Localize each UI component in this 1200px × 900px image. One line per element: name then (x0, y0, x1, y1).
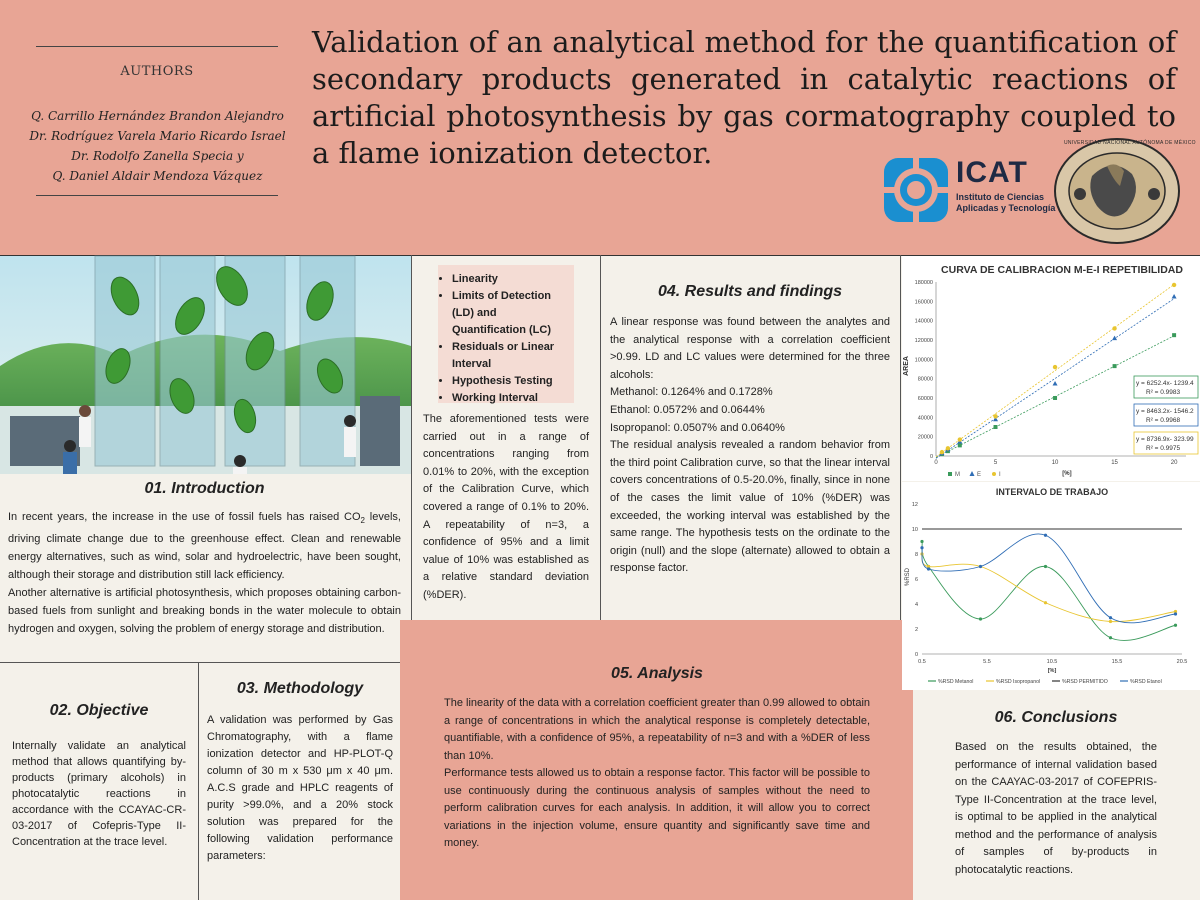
y-tick-label: 8 (914, 552, 918, 558)
intro-illustration (0, 256, 411, 474)
analysis-paragraph-1: The linearity of the data with a correlation coefficient greater than 0.99 allowed to obtain a range of concentrations in which the analytical response is completely detectable, quantifiable, with a confidence of 95%, a repeatability of n=3 and with a %DER of less than 10%. (444, 697, 871, 762)
y-tick-label: 6 (914, 577, 918, 583)
introduction-section (8, 480, 401, 638)
authors-top-rule (36, 46, 278, 47)
y-tick-label: 0 (914, 652, 918, 658)
analysis-body (444, 695, 870, 853)
introduction-paragraph-2: Another alternative is artificial photosynthesis, which proposes obtaining carbon-based fuels from sunlight and breaking bonds in the water molecule to obtain hydrogen and oxygen, solving the problem of energy storage and distribution. (8, 587, 401, 636)
intro-p1-suffix: levels, driving climate change due to the greenhouse effect. Clean and renewable energy alternatives, such as wind, solar and hydroelectric, have been sought, although their storage and distribution still lack efficiency. (8, 511, 401, 582)
parameters-box (438, 265, 574, 403)
x-axis-label: [%] (1047, 668, 1057, 674)
unam-seal-text: UNIVERSIDAD NACIONAL AUTÓNOMA DE MÉXICO (1064, 140, 1196, 146)
x-tick-label: 20.5 (1176, 659, 1188, 665)
results-ethanol: Ethanol: 0.0572% and 0.0644% (610, 403, 765, 416)
divider (600, 255, 601, 620)
divider (198, 662, 199, 900)
y-tick-label: 4 (914, 602, 918, 608)
legend-label: %RSD Etanol (1130, 679, 1162, 685)
data-point (958, 437, 962, 441)
icat-logo (880, 150, 1055, 230)
methodology-text: A validation was performed by Gas Chromatography, with a flame ionization detector and HP-PLOT-Q column of 30 m x 530 μm x 40 μm. A.C.S grade and HPLC reagents of purity >99.0%, and a 20% stock solution was prepared for the following validation performance parameters: (207, 714, 393, 862)
conclusions-section (955, 709, 1157, 879)
legend-label: %RSD PERMITIDO (1062, 679, 1108, 685)
x-tick-label: 20 (1170, 460, 1178, 466)
data-point (1112, 336, 1117, 341)
x-tick-label: 10 (1051, 460, 1059, 466)
x-axis-label: [%] (1062, 471, 1072, 477)
results-methanol: Methanol: 0.1264% and 0.1728% (610, 386, 773, 399)
legend-marker (992, 472, 996, 476)
results-body (610, 314, 890, 578)
series-line (922, 534, 1176, 623)
chart-title: INTERVALO DE TRABAJO (995, 487, 1109, 497)
data-point (927, 567, 930, 570)
divider (0, 662, 400, 663)
data-point (1053, 381, 1058, 386)
objective-section (12, 702, 186, 850)
data-point (1044, 534, 1047, 537)
results-section (610, 283, 890, 578)
y-tick-label: 60000 (917, 396, 933, 402)
icat-emblem-icon (880, 154, 952, 226)
x-tick-label: 0.5 (918, 659, 926, 665)
objective-title: 02. Objective (49, 702, 149, 719)
data-point (1044, 601, 1047, 604)
authors-list (20, 106, 295, 186)
data-point (1053, 396, 1057, 400)
data-point (958, 443, 962, 447)
legend-marker (948, 472, 952, 476)
icat-subtitle-2: Aplicadas y Tecnología (956, 203, 1056, 213)
results-paragraph-1: A linear response was found between the analytes and the analytical response with a correlation coefficient >0.99. LD and LC values were determined for the three alcohols: (610, 316, 890, 381)
divider (411, 255, 412, 620)
data-point (1174, 624, 1177, 627)
data-point (979, 617, 982, 620)
data-point (1109, 620, 1112, 623)
analysis-title: 05. Analysis (611, 665, 703, 682)
trendline-r2: R² = 0.9975 (1146, 445, 1181, 452)
data-point (1174, 612, 1177, 615)
data-point (1112, 326, 1116, 330)
data-point (1053, 365, 1057, 369)
y-tick-label: 180000 (914, 280, 933, 286)
x-tick-label: 15.5 (1111, 659, 1123, 665)
x-tick-label: 5.5 (983, 659, 991, 665)
y-tick-label: 10 (911, 527, 918, 533)
data-point (920, 540, 923, 543)
data-point (1172, 294, 1177, 299)
introduction-body (8, 508, 401, 638)
legend-label: M (955, 472, 960, 478)
data-point (1172, 283, 1176, 287)
results-isopropanol: Isopropanol: 0.0507% and 0.0640% (610, 421, 785, 434)
parameters-text: The aforementioned tests were carried out in a range of concentrations ranging from 0.01% to 20%, with the exception of the Calibration Curve, which covered a range of 0.1% to 20%. A repeatability of n=3, a confidence of 95% and a limit value of 10% was established as a relative standard deviation (%DER). (423, 413, 589, 601)
results-paragraph-2: The residual analysis revealed a random behavior from the third point Calibration curve, so that the linear interval covers concentrations of 0.5-20.0%, finally, since in none of the cases the limit value of 10% (%DER) was exceeded, the working interval was established by the same range. The hypothesis tests on the ordinate to the origin (null) and the slope (alternate) allowed to obtain a response factor. (610, 439, 890, 575)
x-tick-label: 0 (934, 460, 938, 466)
poster-title: Validation of an analytical method for the quantification of secondary products generated in catalytic reactions of artificial photosynthesis by gas cormatography coupled to a flame ionization detector. (312, 25, 1176, 170)
y-tick-label: 40000 (917, 415, 933, 422)
analysis-section (444, 665, 870, 853)
author-3: Dr. Rodolfo Zanella Specia y (71, 149, 244, 163)
conclusions-title: 06. Conclusions (994, 709, 1118, 726)
parameter-item: • Residuals or Linear Interval (452, 339, 570, 373)
parameters-list (442, 271, 570, 407)
author-4: Q. Daniel Aldair Mendoza Vázquez (52, 169, 263, 183)
y-tick-label: 0 (929, 454, 933, 460)
x-tick-label: 5 (993, 460, 998, 466)
data-point (1109, 636, 1112, 639)
data-point (1109, 616, 1112, 619)
y-tick-label: 120000 (914, 338, 933, 344)
chart-ylabel: AREA (903, 356, 910, 376)
unam-seal-icon (1052, 136, 1196, 246)
legend-label: I (999, 472, 1001, 478)
authors-bottom-rule (36, 195, 278, 196)
data-point (946, 446, 950, 450)
intro-p1-subscript: 2 (360, 516, 365, 526)
results-title: 04. Results and findings (657, 283, 843, 300)
trendline-equation: y = 6252.4x- 1239.4 (1136, 380, 1194, 387)
parameter-item: • Hypothesis Testing (452, 373, 570, 390)
conclusions-text: Based on the results obtained, the performance of internal validation based on the CAAYAC-03-2017 of COFEPRIS-Type II-Concentration at the trace level, is optimal to be applied in the analytical method and the performance of analysis of samples of by-products in photocatalytic reactions. (955, 741, 1157, 876)
author-1: Q. Carrillo Hernández Brandon Alejandro (31, 109, 284, 123)
legend-marker (970, 471, 975, 476)
methodology-title: 03. Methodology (236, 680, 364, 697)
series-line (922, 554, 1176, 622)
y-tick-label: 2 (914, 627, 918, 633)
parameter-item: • Limits of Detection (LD) and Quantification (LC) (452, 288, 570, 339)
data-point (1113, 364, 1117, 368)
data-point (993, 414, 997, 418)
y-tick-label: 140000 (914, 318, 933, 325)
legend-label: E (977, 472, 982, 478)
introduction-paragraph-1 (8, 508, 401, 584)
author-2: Dr. Rodríguez Varela Mario Ricardo Israel (29, 129, 286, 143)
data-point (994, 425, 998, 429)
data-point (920, 546, 923, 549)
working-interval-chart (902, 482, 1200, 690)
legend-label: %RSD Isopropanol (996, 679, 1041, 685)
authors-heading: AUTHORS (120, 64, 194, 79)
x-tick-label: 10.5 (1046, 659, 1058, 665)
y-tick-label: 80000 (917, 376, 933, 383)
icat-wordmark: ICAT (956, 156, 1028, 189)
trendline-equation: y = 8736.9x- 323.99 (1136, 436, 1194, 443)
parameter-item: • Working Interval (452, 390, 570, 407)
trendline-r2: R² = 0.9983 (1146, 389, 1181, 396)
objective-text: Internally validate an analytical method that allows quantifying by-products (primary alcohols) in photocatalytic reactions in accordance with the CCAYAC-CR-03-2017 of Cofepris-Type II-Concentration at the trace level. (12, 740, 186, 848)
y-tick-label: 160000 (914, 299, 933, 306)
introduction-title: 01. Introduction (144, 480, 265, 497)
x-tick-label: 15 (1111, 460, 1118, 466)
trend-line (936, 284, 1174, 456)
chart-title: CURVA DE CALIBRACION M-E-I REPETIBILIDAD (941, 264, 1183, 276)
y-tick-label: 12 (911, 502, 918, 508)
series-line (922, 542, 1176, 641)
legend-label: %RSD Metanol (938, 679, 974, 685)
methodology-section (207, 680, 393, 865)
data-point (979, 565, 982, 568)
parameter-item: • Linearity (452, 271, 570, 288)
icat-subtitle-1: Instituto de Ciencias (956, 192, 1045, 202)
data-point (1172, 333, 1176, 337)
data-point (1044, 565, 1047, 568)
y-tick-label: 100000 (914, 357, 933, 364)
trendline-r2: R² = 0.9968 (1146, 417, 1181, 424)
y-tick-label: 20000 (917, 434, 933, 441)
trendline-equation: y = 8463.2x- 1546.2 (1136, 408, 1194, 415)
chart-ylabel: %RSD (905, 567, 911, 587)
data-point (940, 450, 944, 454)
calibration-chart (902, 256, 1200, 481)
intro-p1-prefix: In recent years, the increase in the use of fossil fuels has raised CO (8, 511, 361, 523)
analysis-paragraph-2: Performance tests allowed us to obtain a response factor. This factor will be possible to use continuously during the continuous analysis of samples without the need to perform calibration curves for each analysis. In addition, it will allow you to correct variations in the injection volume, ensure quantity and significantly save time and money. (444, 767, 870, 849)
